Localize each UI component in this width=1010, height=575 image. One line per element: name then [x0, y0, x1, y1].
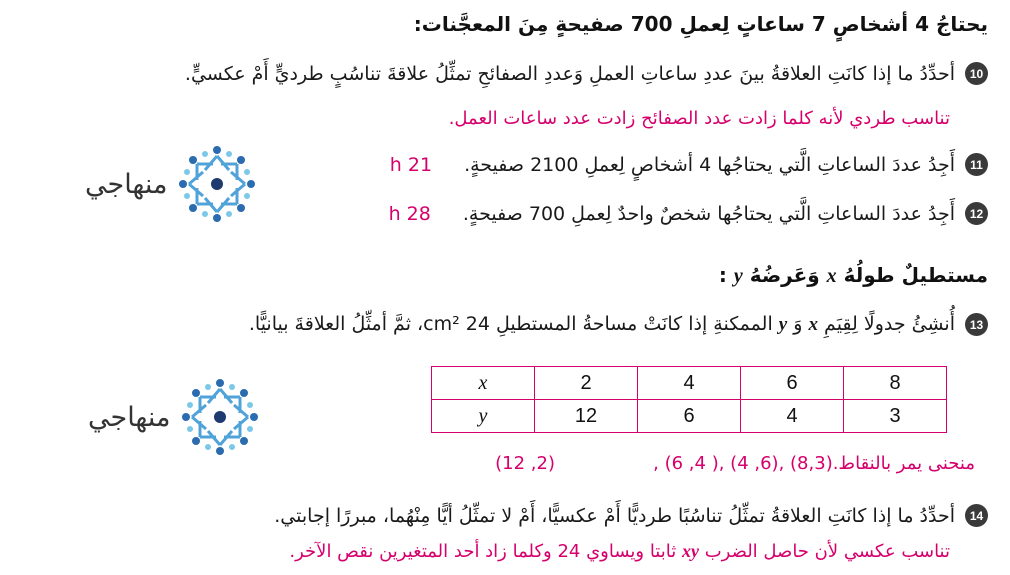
table-header-cell: x [432, 367, 535, 400]
table-cell: 8 [844, 367, 947, 400]
variable-xy: xy [681, 541, 699, 561]
table-header-cell: y [432, 400, 535, 433]
manhaji-logo [88, 375, 262, 459]
variable-y: y [778, 314, 788, 335]
heading-text: مستطيلٌ طولُهُ [843, 263, 988, 287]
manhaji-logo [85, 142, 259, 226]
question-text-part: وَ [793, 313, 803, 335]
question-12 [389, 202, 988, 225]
logo-text: منهاجي [88, 401, 171, 433]
question-number-badge: 11 [965, 153, 988, 176]
section-heading-rectangle [719, 263, 988, 288]
table-cell: 6 [741, 367, 844, 400]
table-row-x [432, 367, 947, 400]
question-number-badge: 12 [965, 202, 988, 225]
question-text-part: الممكنةِ إذا كانَتْ مساحةُ المستطيلِ 24 cm²، ثمَّ أمثِّلُ العلاقةَ بيانيًّا. [248, 313, 773, 335]
table-cell: 4 [741, 400, 844, 433]
question-11 [390, 153, 988, 176]
answer-12: 28 h [388, 202, 431, 225]
xy-values-table [431, 366, 947, 433]
question-13 [249, 313, 988, 336]
table-cell: 2 [535, 367, 638, 400]
question-text: أَجِدُ عددَ الساعاتِ الَّتي يحتاجُها شخصٌ واحدٌ لِعملِ 700 صفيحةٍ. [462, 202, 955, 225]
question-14 [274, 504, 988, 527]
table-cell: 6 [638, 400, 741, 433]
question-text: أحدِّدُ ما إذا كانَتِ العلاقةُ تمثِّلُ تناسُبًا طرديًّا أَمْ عكسيًّا، أَمْ لا تمثِّلُ أيًّا مِنْهُما، مبررًا إجابتي. [274, 504, 955, 527]
manhaji-emblem-icon [175, 142, 259, 226]
question-text [249, 313, 955, 336]
logo-text: منهاجي [85, 168, 168, 200]
answer-13-curve-points-extra: (2, 12) [495, 453, 555, 474]
question-number-badge: 10 [965, 62, 988, 85]
question-text: أَجِدُ عددَ الساعاتِ الَّتي يحتاجُها 4 أشخاصٍ لِعملِ 2100 صفيحةٍ. [464, 153, 955, 176]
answer-14 [289, 541, 950, 562]
heading-text: وَعَرضُهُ [749, 263, 820, 287]
answer-10: تناسب طردي لأنه كلما زادت عدد الصفائح زادت عدد ساعات العمل. [448, 108, 950, 129]
question-10 [185, 62, 988, 85]
variable-y: y [733, 265, 743, 287]
question-number-badge: 14 [965, 504, 988, 527]
table-cell: 3 [844, 400, 947, 433]
variable-x: x [808, 314, 818, 335]
table-row-y [432, 400, 947, 433]
table-cell: 12 [535, 400, 638, 433]
question-text-part: أُنشِئُ جدولًا لِقِيَمِ [824, 313, 955, 335]
heading-text: : [718, 263, 727, 287]
answer-11: 21 h [389, 153, 433, 176]
question-text: أحدِّدُ ما إذا كانَتِ العلاقةُ بينَ عددِ ساعاتِ العملِ وَعددِ الصفائحِ تمثِّلُ علاقةَ تناسُبٍ طرديٍّ أَمْ عكسيٍّ. [184, 62, 955, 85]
answer-13-curve-points: منحنى يمر بالنقاط.(8,3) ,(6, 4) ,( 4, 6) , [653, 453, 975, 474]
question-number-badge: 13 [965, 313, 988, 336]
table-cell: 4 [638, 367, 741, 400]
section-heading-bakery: يحتاجُ 4 أشخاصٍ 7 ساعاتٍ لِعملِ 700 صفيحةٍ مِنَ المعجَّنات: [413, 12, 988, 36]
answer-text-part: ثابتا ويساوي 24 وكلما زاد أحد المتغيرين نقص الآخر. [289, 541, 677, 562]
manhaji-emblem-icon [178, 375, 262, 459]
answer-text-part: تناسب عكسي لأن حاصل الضرب [704, 541, 950, 562]
variable-x: x [826, 265, 837, 287]
